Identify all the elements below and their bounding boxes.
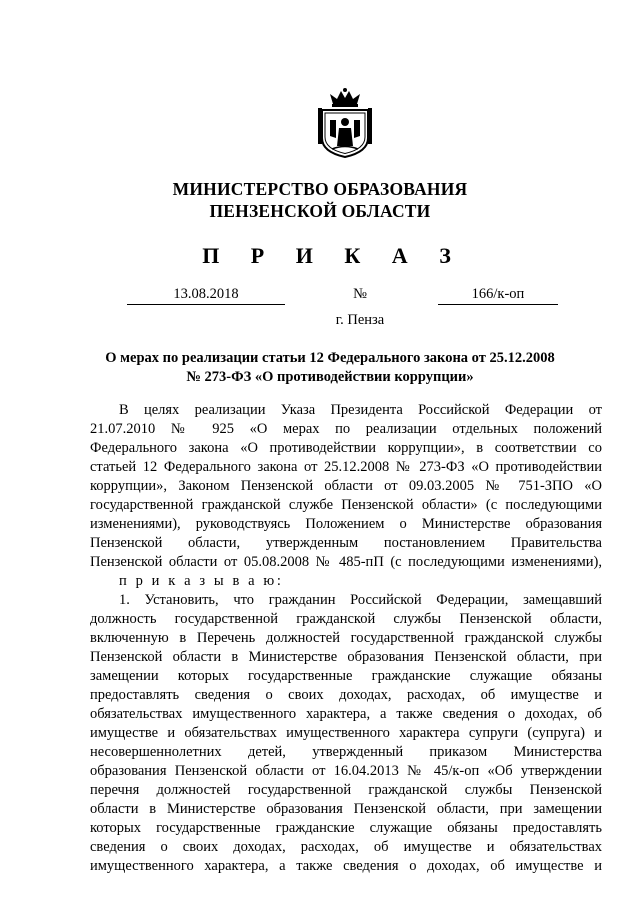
number-underline [438,304,558,305]
body-line: обязательствах имущественного характера, а также сведения о доходах, об [90,706,602,722]
body-line: изменениями), руководствуясь Положением о Министерстве образования [90,516,602,532]
body-line: которых государственные гражданские служащие обязаны предоставлять [90,820,602,836]
body-line: перечня должностей государственной гражданской службы Пензенской [90,782,602,798]
subject-line-2: № 273-ФЗ «О противодействии коррупции» [186,369,474,385]
document-type-title: П Р И К А З [202,243,464,268]
body-line: статьей 12 Федерального закона от 25.12.2008 № 273-ФЗ «О противодействии [90,459,602,475]
document-date: 13.08.2018 [173,286,239,302]
body-line: 21.07.2010 № 925 «О мерах по реализации отдельных положений [90,421,602,437]
body-line: несовершеннолетних детей, утвержденный приказом Министерства [90,744,602,760]
body-line: области в Министерстве образования Пензенской области, при замещении [90,801,602,817]
ministry-name-line1: МИНИСТЕРСТВО ОБРАЗОВАНИЯ [172,179,468,199]
body-line: имущественного характера, а также сведения о доходах, об имуществе и [90,858,602,874]
body-line: должность государственной гражданской службы Пензенской области, [90,611,602,627]
body-line: Федерального закона «О противодействии коррупции», в соответствии со [90,440,602,456]
body-line: 1. Установить, что гражданин Российской Федерации, замещавший [119,592,602,608]
body-line: предоставлять сведения о своих доходах, расходах, об имуществе и [90,687,602,703]
document-number: 166/к-оп [471,286,525,302]
body-line: включенную в Перечень должностей государственной гражданской службы [90,630,602,646]
body-line: коррупции», Законом Пензенской области от 09.03.2005 № 751-ЗПО «О [90,478,602,494]
body-line: государственной гражданской службе Пензенской области» (с последующими [90,497,602,513]
document-city: г. Пенза [335,312,385,328]
body-line: Пензенской области от 05.08.2008 № 485-пП (с последующими изменениями), [90,554,602,570]
subject-line-1: О мерах по реализации статьи 12 Федерального закона от 25.12.2008 [105,350,555,366]
body-line: В целях реализации Указа Президента Российской Федерации от [119,402,602,418]
body-line: Пензенской области, утвержденным постановлением Правительства [90,535,602,551]
body-line: Пензенской области в Министерстве образования Пензенской области, при [90,649,602,665]
body-line-decree-word: п р и к а з ы в а ю: [119,573,284,589]
date-underline [127,304,285,305]
ministry-name-line2: ПЕНЗЕНСКОЙ ОБЛАСТИ [209,201,431,221]
body-line: образования Пензенской области от 16.04.2013 № 45/к-оп «Об утверждении [90,763,602,779]
body-line: сведения о своих доходах, расходах, об имуществе и обязательствах [90,839,602,855]
body-line: замещении которых государственные гражданские служащие обязаны [90,668,602,684]
coat-of-arms-emblem [318,86,372,158]
number-sign: № [353,286,367,302]
body-line: имуществе и обязательствах имущественного характера супруги (супруга) и [90,725,602,741]
